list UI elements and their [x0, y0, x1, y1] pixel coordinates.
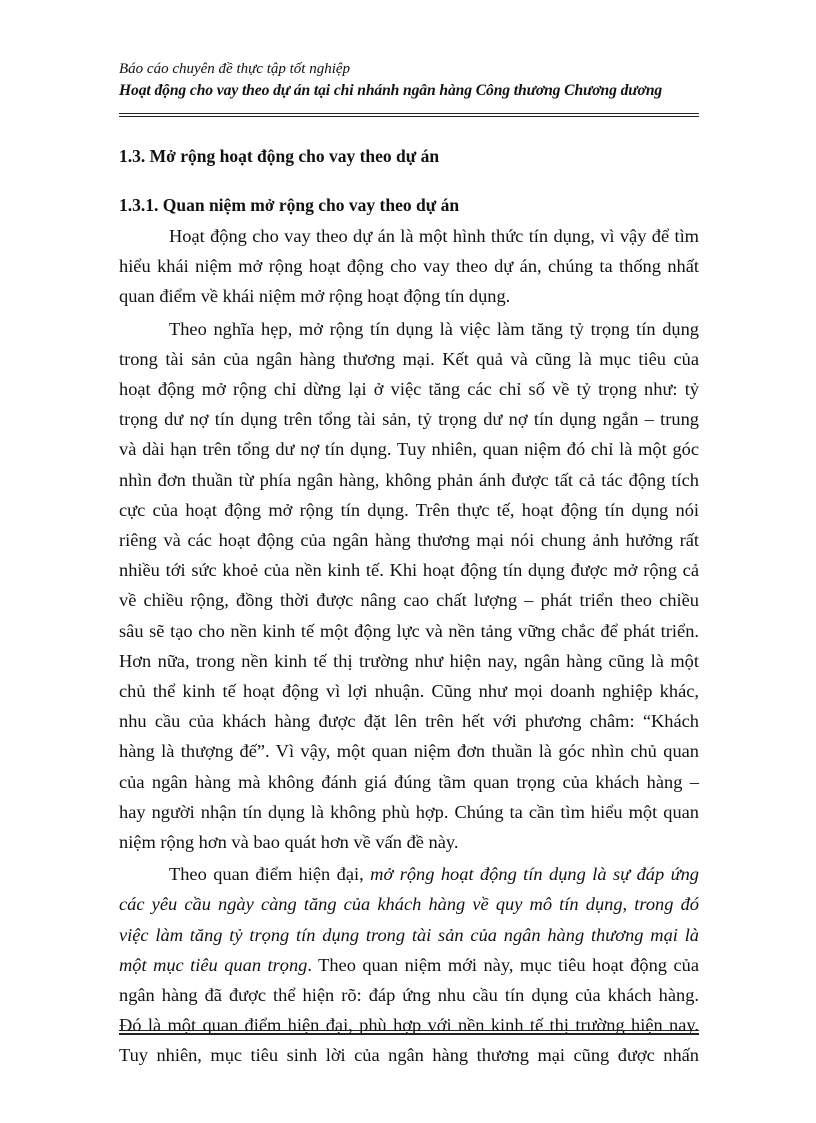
paragraph-2	[119, 314, 699, 858]
page-header	[119, 58, 699, 102]
paragraph-line: các yêu cầu ngày càng tăng của khách hàng về quy mô tín dụng, trong đó	[119, 894, 699, 915]
paragraph-line: Đó là một quan điểm hiện đại, phù hợp với nền kinh tế thị trường hiện nay.	[119, 1015, 699, 1036]
paragraph-line: trọng dư nợ tín dụng trên tổng tài sản, tỷ trọng dư nợ tín dụng ngắn – trung	[119, 409, 699, 430]
paragraph-line: Theo nghĩa hẹp, mở rộng tín dụng là việc làm tăng tỷ trọng tín dụng	[169, 318, 699, 339]
paragraph-line: hàng là thượng đế”. Vì vậy, một quan niệm đơn thuần là góc nhìn chủ quan	[119, 741, 699, 762]
paragraph-line: hoạt động mở rộng chỉ dừng lại ở việc tăng các chỉ số về tỷ trọng như: tỷ	[119, 379, 699, 400]
plain-text: Theo quan điểm hiện đại,	[169, 864, 371, 885]
topic-title: Hoạt động cho vay theo dự án tại chi nhánh ngân hàng Công thương Chương dương	[119, 82, 663, 99]
paragraph-line: trong tài sản của ngân hàng thương mại. Kết quả và cũng là mục tiêu của	[119, 348, 699, 369]
paragraph-line: của ngân hàng mà không đánh giá đúng tầm quan trọng của khách hàng –	[119, 771, 699, 792]
paragraph-line: Hoạt động cho vay theo dự án là một hình thức tín dụng, vì vậy để tìm	[169, 226, 699, 246]
plain-text: . Theo quan niệm mới này, mục tiêu hoạt động của	[307, 954, 700, 975]
section-heading: 1.3. Mở rộng hoạt động cho vay theo dự án	[119, 146, 440, 166]
paragraph-line: hiểu khái niệm mở rộng hoạt động cho vay theo dự án, chúng ta thống nhất	[119, 256, 699, 277]
paragraph-line: quan điểm về khái niệm mở rộng hoạt động tín dụng.	[119, 286, 511, 307]
paragraph-line: nhìn đơn thuần từ phía ngân hàng, không phản ánh được tất cả tác động tích	[119, 469, 699, 490]
paragraph-line: sâu sẽ tạo cho nền kinh tế một động lực và nền tảng vững chắc để phát triển.	[119, 620, 699, 641]
paragraph-line: và dài hạn trên tổng dư nợ tín dụng. Tuy nhiên, quan niệm đó chỉ là một góc	[119, 439, 699, 460]
paragraph-3	[119, 859, 699, 1070]
italic-text: một mục tiêu quan trọng	[119, 954, 308, 975]
paragraph-line: Hơn nữa, trong nền kinh tế thị trường như hiện nay, ngân hàng cũng là một	[119, 650, 699, 671]
paragraph-line: ngân hàng đã được thể hiện rõ: đáp ứng nhu cầu tín dụng của khách hàng.	[119, 985, 699, 1006]
paragraph-line	[119, 859, 699, 889]
paragraph-line: niệm rộng hơn và bao quát hơn về vấn đề này.	[119, 832, 459, 853]
paragraph-line: cực của hoạt động mở rộng tín dụng. Trên thực tế, hoạt động tín dụng nói	[119, 499, 699, 520]
paragraph-line: riêng và các hoạt động của ngân hàng thương mại nói chung ảnh hưởng rất	[119, 530, 699, 551]
paragraph-line: hay người nhận tín dụng là không phù hợp. Chúng ta cần tìm hiểu một quan	[119, 801, 699, 822]
page-content	[119, 140, 699, 1071]
subsection-heading: 1.3.1. Quan niệm mở rộng cho vay theo dự án	[119, 195, 460, 215]
paragraph-line: về chiều rộng, đồng thời được nâng cao chất lượng – phát triển theo chiều	[119, 590, 699, 611]
paragraph-line	[119, 950, 699, 980]
paragraph-line: nhiều tới sức khoẻ của nền kinh tế. Khi hoạt động tín dụng được mở rộng cả	[119, 560, 699, 581]
report-title: Báo cáo chuyên đề thực tập tốt nghiệp	[119, 61, 351, 77]
paragraph-line: chủ thể kinh tế hoạt động vì lợi nhuận. Cũng như mọi doanh nghiệp khác,	[119, 681, 699, 702]
paragraph-line: việc làm tăng tỷ trọng tín dụng trong tài sản của ngân hàng thương mại là	[119, 924, 699, 945]
paragraph-1	[119, 221, 699, 312]
paragraph-line: nhu cầu của khách hàng được đặt lên trên hết với phương châm: “Khách	[119, 711, 699, 732]
header-divider	[119, 113, 699, 117]
paragraph-line: Tuy nhiên, mục tiêu sinh lời của ngân hàng thương mại cũng được nhấn	[119, 1045, 699, 1066]
italic-text: mở rộng hoạt động tín dụng là sự đáp ứng	[370, 864, 700, 885]
footer-divider	[119, 1030, 699, 1035]
